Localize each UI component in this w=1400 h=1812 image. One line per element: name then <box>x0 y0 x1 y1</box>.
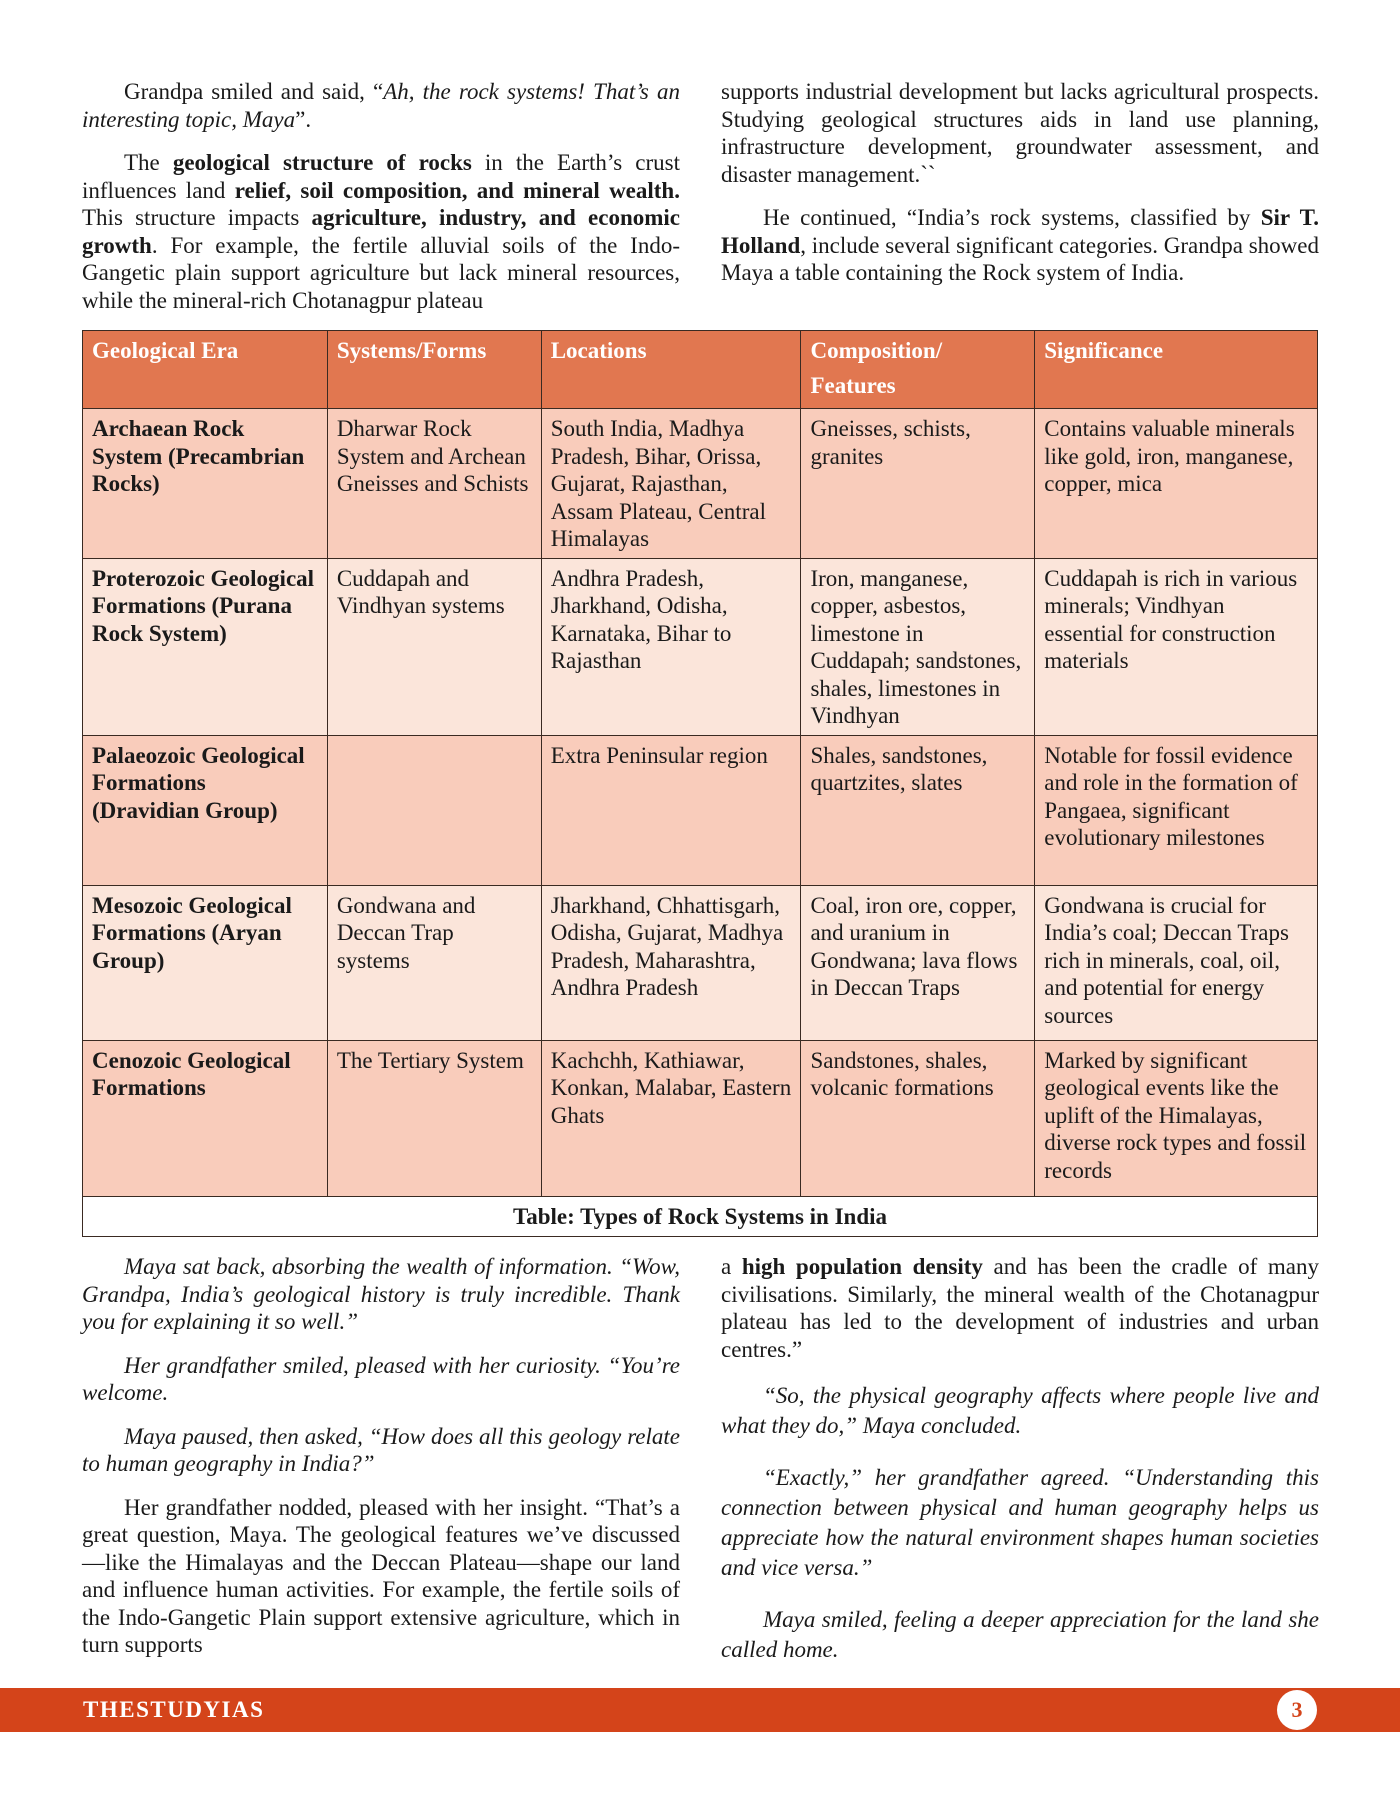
table-row <box>83 409 1318 559</box>
locations-cell: Jharkhand, Chhattisgarh, Odisha, Gujarat, Madhya Pradesh, Maharashtra, Andhra Pradesh <box>541 885 801 1040</box>
systems-cell: Gondwana and Deccan Trap systems <box>327 885 541 1040</box>
rock-systems-table <box>82 330 1318 1237</box>
era-cell: Archaean Rock System (Precambrian Rocks) <box>83 409 328 559</box>
text-run: He continued, “India’s rock systems, classified by <box>763 205 1261 230</box>
bold-text: geological structure of rocks <box>172 150 472 175</box>
significance-cell: Marked by significant geological events like the uplift of the Himalayas, diverse rock types and fossil records <box>1035 1040 1318 1196</box>
composition-cell: Coal, iron ore, copper, and uranium in Gondwana; lava flows in Deccan Traps <box>801 885 1035 1040</box>
table-row <box>83 885 1318 1040</box>
story-paragraph: Maya paused, then asked, “How does all this geology relate to human geography in India?” <box>82 1423 680 1476</box>
column-header: Significance <box>1035 331 1318 409</box>
era-cell: Proterozoic Geological Formations (Purana Rock System) <box>83 558 328 735</box>
era-cell: Palaeozoic Geological Formations (Dravidian Group) <box>83 735 328 885</box>
locations-cell: South India, Madhya Pradesh, Bihar, Orissa, Gujarat, Rajasthan, Assam Plateau, Central Himalayas <box>541 409 801 559</box>
bold-text: high population density <box>741 1254 983 1279</box>
footer-brand: THESTUDYIAS <box>83 1697 265 1722</box>
story-paragraph: “So, the physical geography affects where people live and what they do,” Maya concluded. <box>721 1383 1319 1438</box>
text-run: . For example, the fertile alluvial soils of the Indo-Gangetic plain support agriculture but lack mineral resources, while the mineral-rich Chotanagpur plateau <box>82 232 680 313</box>
table-row <box>83 735 1318 885</box>
text-run: This structure impacts <box>82 205 312 230</box>
story-column-left <box>82 1253 680 1675</box>
locations-cell: Extra Peninsular region <box>541 735 801 885</box>
story-paragraph <box>721 1253 1319 1363</box>
bold-text: relief, soil composition, and mineral wealth. <box>234 177 680 203</box>
story-paragraph: Maya smiled, feeling a deeper appreciation for the land she called home. <box>721 1607 1319 1662</box>
systems-cell: Cuddapah and Vindhyan systems <box>327 558 541 735</box>
significance-cell: Contains valuable minerals like gold, iron, manganese, copper, mica <box>1035 409 1318 559</box>
table-row <box>83 1040 1318 1196</box>
bold-text: Sir T. Holland <box>721 205 1319 258</box>
text-run: ”. <box>295 106 312 132</box>
page-number: 3 <box>1277 1690 1317 1730</box>
column-header: Systems/Forms <box>327 331 541 409</box>
text-run: The <box>124 150 173 175</box>
era-cell: Mesozoic Geological Formations (Aryan Group) <box>83 885 328 1040</box>
story-paragraph: “Exactly,” her grandfather agreed. “Understanding this connection between physical and human geography helps us appreciate how the natural environment shapes human societies and vice versa.” <box>721 1465 1319 1580</box>
intro-paragraph <box>721 204 1319 287</box>
table-caption-row <box>83 1196 1318 1237</box>
story-paragraph: Her grandfather smiled, pleased with her curiosity. “You’re welcome. <box>82 1352 680 1405</box>
intro-paragraph <box>82 78 680 133</box>
significance-cell: Cuddapah is rich in various minerals; Vindhyan essential for construction materials <box>1035 558 1318 735</box>
locations-cell: Andhra Pradesh, Jharkhand, Odisha, Karnataka, Bihar to Rajasthan <box>541 558 801 735</box>
text-run: a <box>721 1254 742 1279</box>
intro-column-left <box>82 78 680 330</box>
text-run: in the Earth’s crust influences land <box>82 150 680 203</box>
systems-cell: Dharwar Rock System and Archean Gneisses and Schists <box>327 409 541 559</box>
intro-paragraph <box>721 78 1319 188</box>
column-header: Locations <box>541 331 801 409</box>
column-header: Composition/ Features <box>801 331 1035 409</box>
intro-paragraph <box>82 149 680 314</box>
era-cell: Cenozoic Geological Formations <box>83 1040 328 1196</box>
systems-cell <box>327 735 541 885</box>
text-run: supports industrial development but lacks agricultural prospects. Studying geological structures aids in land use planning, infrastructure development, groundwater assessment, and disaster management.`` <box>721 79 1319 187</box>
systems-cell: The Tertiary System <box>327 1040 541 1196</box>
column-header: Geological Era <box>83 331 328 409</box>
locations-cell: Kachchh, Kathiawar, Konkan, Malabar, Eastern Ghats <box>541 1040 801 1196</box>
table-row <box>83 558 1318 735</box>
bold-text: agriculture, industry, and economic growth <box>82 205 680 258</box>
composition-cell: Sandstones, shales, volcanic formations <box>801 1040 1035 1196</box>
italic-text: Ah, the rock systems! That’s an interesting topic, Maya <box>82 79 680 132</box>
story-paragraph: Maya sat back, absorbing the wealth of information. “Wow, Grandpa, India’s geological history is truly incredible. Thank you for explaining it so well.” <box>82 1254 680 1334</box>
table-header-row <box>83 331 1318 409</box>
story-column-right <box>721 1253 1319 1687</box>
table-caption: Table: Types of Rock Systems in India <box>83 1196 1318 1237</box>
composition-cell: Shales, sandstones, quartzites, slates <box>801 735 1035 885</box>
significance-cell: Notable for fossil evidence and role in the formation of Pangaea, significant evolutionary milestones <box>1035 735 1318 885</box>
footer-bar <box>0 1688 1400 1732</box>
intro-column-right <box>721 78 1319 303</box>
significance-cell: Gondwana is crucial for India’s coal; Deccan Traps rich in minerals, coal, oil, and potential for energy sources <box>1035 885 1318 1040</box>
text-run: , include several significant categories. Grandpa showed Maya a table containing the Rock system of India. <box>721 232 1319 285</box>
text-run: Grandpa smiled and said, “ <box>124 79 384 104</box>
composition-cell: Iron, manganese, copper, asbestos, limestone in Cuddapah; sandstones, shales, limestones in Vindhyan <box>801 558 1035 735</box>
text-run: and has been the cradle of many civilisations. Similarly, the mineral wealth of the Chotanagpur plateau has led to the development of industries and urban centres.” <box>721 1254 1319 1362</box>
story-paragraph: Her grandfather nodded, pleased with her insight. “That’s a great question, Maya. The geological features we’ve discussed—like the Himalayas and the Deccan Plateau—shape our land and influence human activities. For example, the fertile soils of the Indo-Gangetic Plain support extensive agriculture, which in turn supports <box>82 1494 680 1657</box>
composition-cell: Gneisses, schists, granites <box>801 409 1035 559</box>
